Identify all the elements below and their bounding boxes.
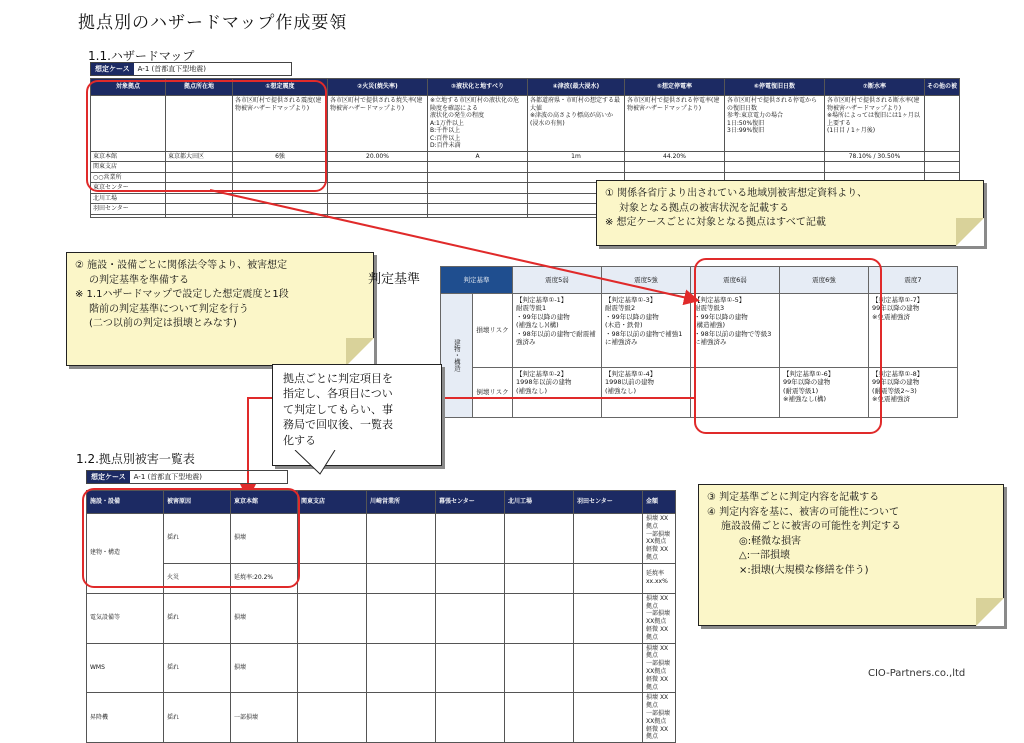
amount-value: XX拠点 (646, 675, 669, 691)
hq-cell: 損壊 (231, 514, 298, 564)
hazard-desc-cell: 各市区町村で提供される断水率(建物被害ハザードマップより) ※場所によっては復旧には1ヶ月以上要する (1日目 / 1ヶ月後) (825, 96, 925, 152)
judgment-level-header: 震度5弱 (513, 267, 602, 294)
site-name: 北川工場 (91, 193, 166, 204)
amount-value: XX拠点 (646, 725, 669, 741)
highlight-box-damage (82, 488, 300, 588)
amount-value: xx.xx% (646, 578, 668, 586)
hazard-desc-cell: 各市区町村で提供される停電率(建物被害ハザードマップより) (625, 96, 725, 152)
amount-cell (643, 593, 676, 643)
judgment-cell: 【判定基準①-3】 耐震等級2 ・99年以降の建物 (木造・鉄骨) ・98年以前の建物で補強1に補強済み (602, 294, 691, 368)
amount-value: XX拠点 (646, 667, 667, 675)
case-value: A-1 (首都直下型地震) (133, 473, 202, 481)
hazard-header-cell: ②火災(焼失率) (328, 79, 428, 96)
amount-label: 軽微 (646, 625, 659, 633)
cause-cell: 揺れ (164, 693, 231, 743)
hazard-cell: 78.10% / 30.50% (825, 151, 925, 162)
arrow-hazard-to-criteria (210, 190, 696, 300)
section-heading-hazard-map: 1.1.ハザードマップ (88, 49, 195, 63)
callout-line: 務局で回収後、一覧表 (283, 418, 393, 432)
site-name: 関東支店 (91, 162, 166, 173)
hazard-cell: 6強 (233, 151, 328, 162)
judgment-cell: 【判定基準①-2】 1998年以前の建物 (補強なし) (513, 368, 602, 418)
case-label: 想定ケース (91, 63, 134, 75)
facility-cell: 昇降機 (87, 693, 164, 743)
callout-line: 化する (283, 433, 316, 447)
judgment-level-header: 震度5強 (602, 267, 691, 294)
amount-label: 一部損壊 (646, 530, 671, 538)
judgment-cell: 【判定基準①-4】 1998以前の建物 (補強なし) (602, 368, 691, 418)
judgment-cell: 【判定基準①-5】 耐震等級3 ・99年以降の建物 (構造補強) ・98年以前の建物で等級3に補強済み (691, 294, 780, 368)
hazard-cell: 1m (528, 151, 625, 162)
judgment-cell: 【判定基準①-6】 99年以降の建物 (耐震等級1) ※補強なし(構) (780, 368, 869, 418)
note1-line: 対象となる拠点の被害状況を記載する (619, 202, 789, 214)
cause-cell: 火災 (164, 563, 231, 593)
hq-cell: 一部損壊 (231, 693, 298, 743)
amount-label: 一部損壊 (646, 610, 671, 618)
damage-header-cell: 関東支店 (298, 491, 367, 514)
judgment-level-header: 震度6強 (780, 267, 869, 294)
page-curl-icon (976, 598, 1004, 626)
note3-line: ◎:軽微な損害 (739, 535, 802, 547)
damage-header-cell: 東京本館 (231, 491, 298, 514)
damage-row (87, 643, 676, 693)
amount-value: XX拠点 (646, 515, 669, 530)
hazard-header-cell: ①想定震度 (233, 79, 328, 96)
note1-line: ※ 想定ケースごとに対象となる拠点はすべて記載 (605, 217, 826, 228)
judgment-risk-label: 倒壊リスク (473, 368, 513, 418)
amount-value: XX拠点 (646, 644, 669, 660)
facility-cell: 建物・構造 (87, 514, 164, 594)
judgment-cell: 【判定基準①-1】 耐震等級1 ・99年以降の建物 (補強なし)(構) ・98年以前の建物で耐震補強済み (513, 294, 602, 368)
damage-header-cell: 被害原因 (164, 491, 231, 514)
note-sticky-3 (698, 484, 1004, 626)
judgment-level-header: 震度6弱 (691, 267, 780, 294)
case-value: A-1 (首都直下型地震) (137, 65, 206, 73)
judgment-level-header: 震度7 (869, 267, 958, 294)
damage-header-cell: 施設・設備 (87, 491, 164, 514)
hazard-header-cell: その他の被 (925, 79, 960, 96)
damage-header-cell: 幕張センター (436, 491, 505, 514)
judgment-header-first: 判定基準 (441, 267, 513, 294)
callout-line: て判定してもらい、事 (283, 402, 393, 416)
amount-cell (643, 514, 676, 564)
amount-value: XX拠点 (646, 546, 669, 561)
damage-header-cell: 川崎営業所 (367, 491, 436, 514)
judgment-cell: 【判定基準①-7】 99年以降の建物 ※免震補強済 (869, 294, 958, 368)
hazard-header-cell: ⑤想定停電率 (625, 79, 725, 96)
facility-cell: WMS (87, 643, 164, 693)
judgment-cell: 【判定基準①-8】 99年以降の建物 (耐震等級2~3) ※免震補強済 (869, 368, 958, 418)
amount-value: XX拠点 (646, 594, 669, 610)
amount-cell (643, 693, 676, 743)
note3-line: △:一部損壊 (739, 550, 791, 561)
note2-line: 階前の判定基準について判定を行う (89, 303, 249, 315)
amount-label: 損壊 (646, 694, 659, 702)
damage-row (87, 593, 676, 643)
callout-tail (290, 450, 350, 476)
amount-label: 損壊 (646, 515, 659, 522)
amount-label: 一部損壊 (646, 660, 671, 668)
callout-line: 指定し、各項目につい (283, 387, 393, 401)
judgment-category: 建物・構造 (441, 294, 473, 418)
hazard-header-cell: ⑦断水率 (825, 79, 925, 96)
damage-header-cell: 金額 (643, 491, 676, 514)
note2-line: ② 施設・設備ごとに関係法令等より、被害想定 (75, 260, 288, 271)
damage-header-cell: 北川工場 (505, 491, 574, 514)
amount-value: XX拠点 (646, 717, 667, 725)
hazard-header-cell: ④津波(最大浸水) (528, 79, 625, 96)
hazard-header-cell: ⑥停電復旧日数 (725, 79, 825, 96)
hq-cell: 延焼率:20.2% (231, 563, 298, 593)
hq-cell: 損壊 (231, 593, 298, 643)
cause-cell: 揺れ (164, 643, 231, 693)
hazard-header-cell: 拠点所在地 (166, 79, 233, 96)
callout-line: 拠点ごとに判定項目を (283, 372, 393, 385)
hazard-cell: 44.20% (625, 151, 725, 162)
note3-line: ③ 判定基準ごとに判定内容を記載する (707, 492, 880, 503)
amount-label: 損壊 (646, 594, 659, 602)
amount-cell (643, 563, 676, 593)
note2-line: (二つ以前の判定は損壊とみなす) (89, 318, 237, 329)
hazard-desc-cell: ※立地する市区町村の液状化の危険度を確認による 液状化の発生の程度 A:1万件以上 B:千件以上 C:百件以上 D:百件未満 (428, 96, 528, 152)
cause-cell: 揺れ (164, 514, 231, 564)
amount-cell (643, 643, 676, 693)
site-name: ○○営業所 (91, 172, 166, 183)
case-row-2 (86, 470, 288, 484)
hazard-cell: 東京都大田区 (166, 151, 233, 162)
footer-company: CIO-Partners.co.,ltd (868, 668, 966, 679)
amount-value: XX拠点 (646, 618, 667, 626)
cause-cell: 揺れ (164, 593, 231, 643)
section-heading-damage-list: 1.2.拠点別被害一覧表 (76, 452, 195, 466)
hazard-desc-cell: 各都道府県・市町村の想定する最大値 ※津波の高さより標高が高いか (浸水の有無) (528, 96, 625, 152)
amount-label: 延焼率 (646, 570, 665, 578)
hazard-desc-cell: 各市区町村で提供される焼失率(建物被害ハザードマップより) (328, 96, 428, 152)
note2-line: の判定基準を準備する (89, 274, 189, 286)
facility-cell: 電気設備等 (87, 593, 164, 643)
judgment-risk-label: 損壊リスク (473, 294, 513, 368)
hazard-cell: 20.00% (328, 151, 428, 162)
hazard-cell: A (428, 151, 528, 162)
case-label: 想定ケース (87, 471, 130, 483)
note3-line: ④ 判定内容を基に、被害の可能性について (707, 506, 899, 518)
amount-label: 軽微 (646, 725, 659, 733)
page-title: 拠点別のハザードマップ作成要領 (78, 13, 348, 33)
note3-line: ×:損壊(大規模な修繕を伴う) (739, 564, 869, 576)
hazard-desc-cell: 各市区町村で提供される震度(建物被害ハザードマップより) (233, 96, 328, 152)
note3-line: 施設設備ごとに被害の可能性を判定する (721, 521, 901, 532)
hazard-header-cell: 対象拠点 (91, 79, 166, 96)
judgment-criteria-label: 判定基準 (368, 272, 421, 287)
amount-label: 軽微 (646, 675, 659, 683)
amount-label: 一部損壊 (646, 709, 671, 717)
amount-value: XX拠点 (646, 694, 669, 710)
hazard-cell: 東京本館 (91, 151, 166, 162)
hq-cell: 損壊 (231, 643, 298, 693)
note1-line: ① 関係各省庁より出されている地域別被害想定資料より、 (605, 188, 868, 199)
site-name: 東京センター (91, 183, 166, 194)
damage-header-cell: 羽田センター (574, 491, 643, 514)
amount-value: XX拠点 (646, 625, 669, 641)
hazard-header-cell: ③液状化と地すべり (428, 79, 528, 96)
amount-label: 損壊 (646, 644, 659, 652)
amount-value: XX拠点 (646, 538, 667, 546)
note2-line: ※ 1.1ハザードマップで設定した想定震度と1段 (75, 289, 289, 300)
damage-row (87, 693, 676, 743)
site-name: 羽田センター (91, 204, 166, 215)
amount-label: 軽微 (646, 546, 659, 554)
hazard-desc-cell: 各市区町村で提供される停電からの復旧日数 参考:東京電力の場合 1日:50%復旧 3日:99%復旧 (725, 96, 825, 152)
